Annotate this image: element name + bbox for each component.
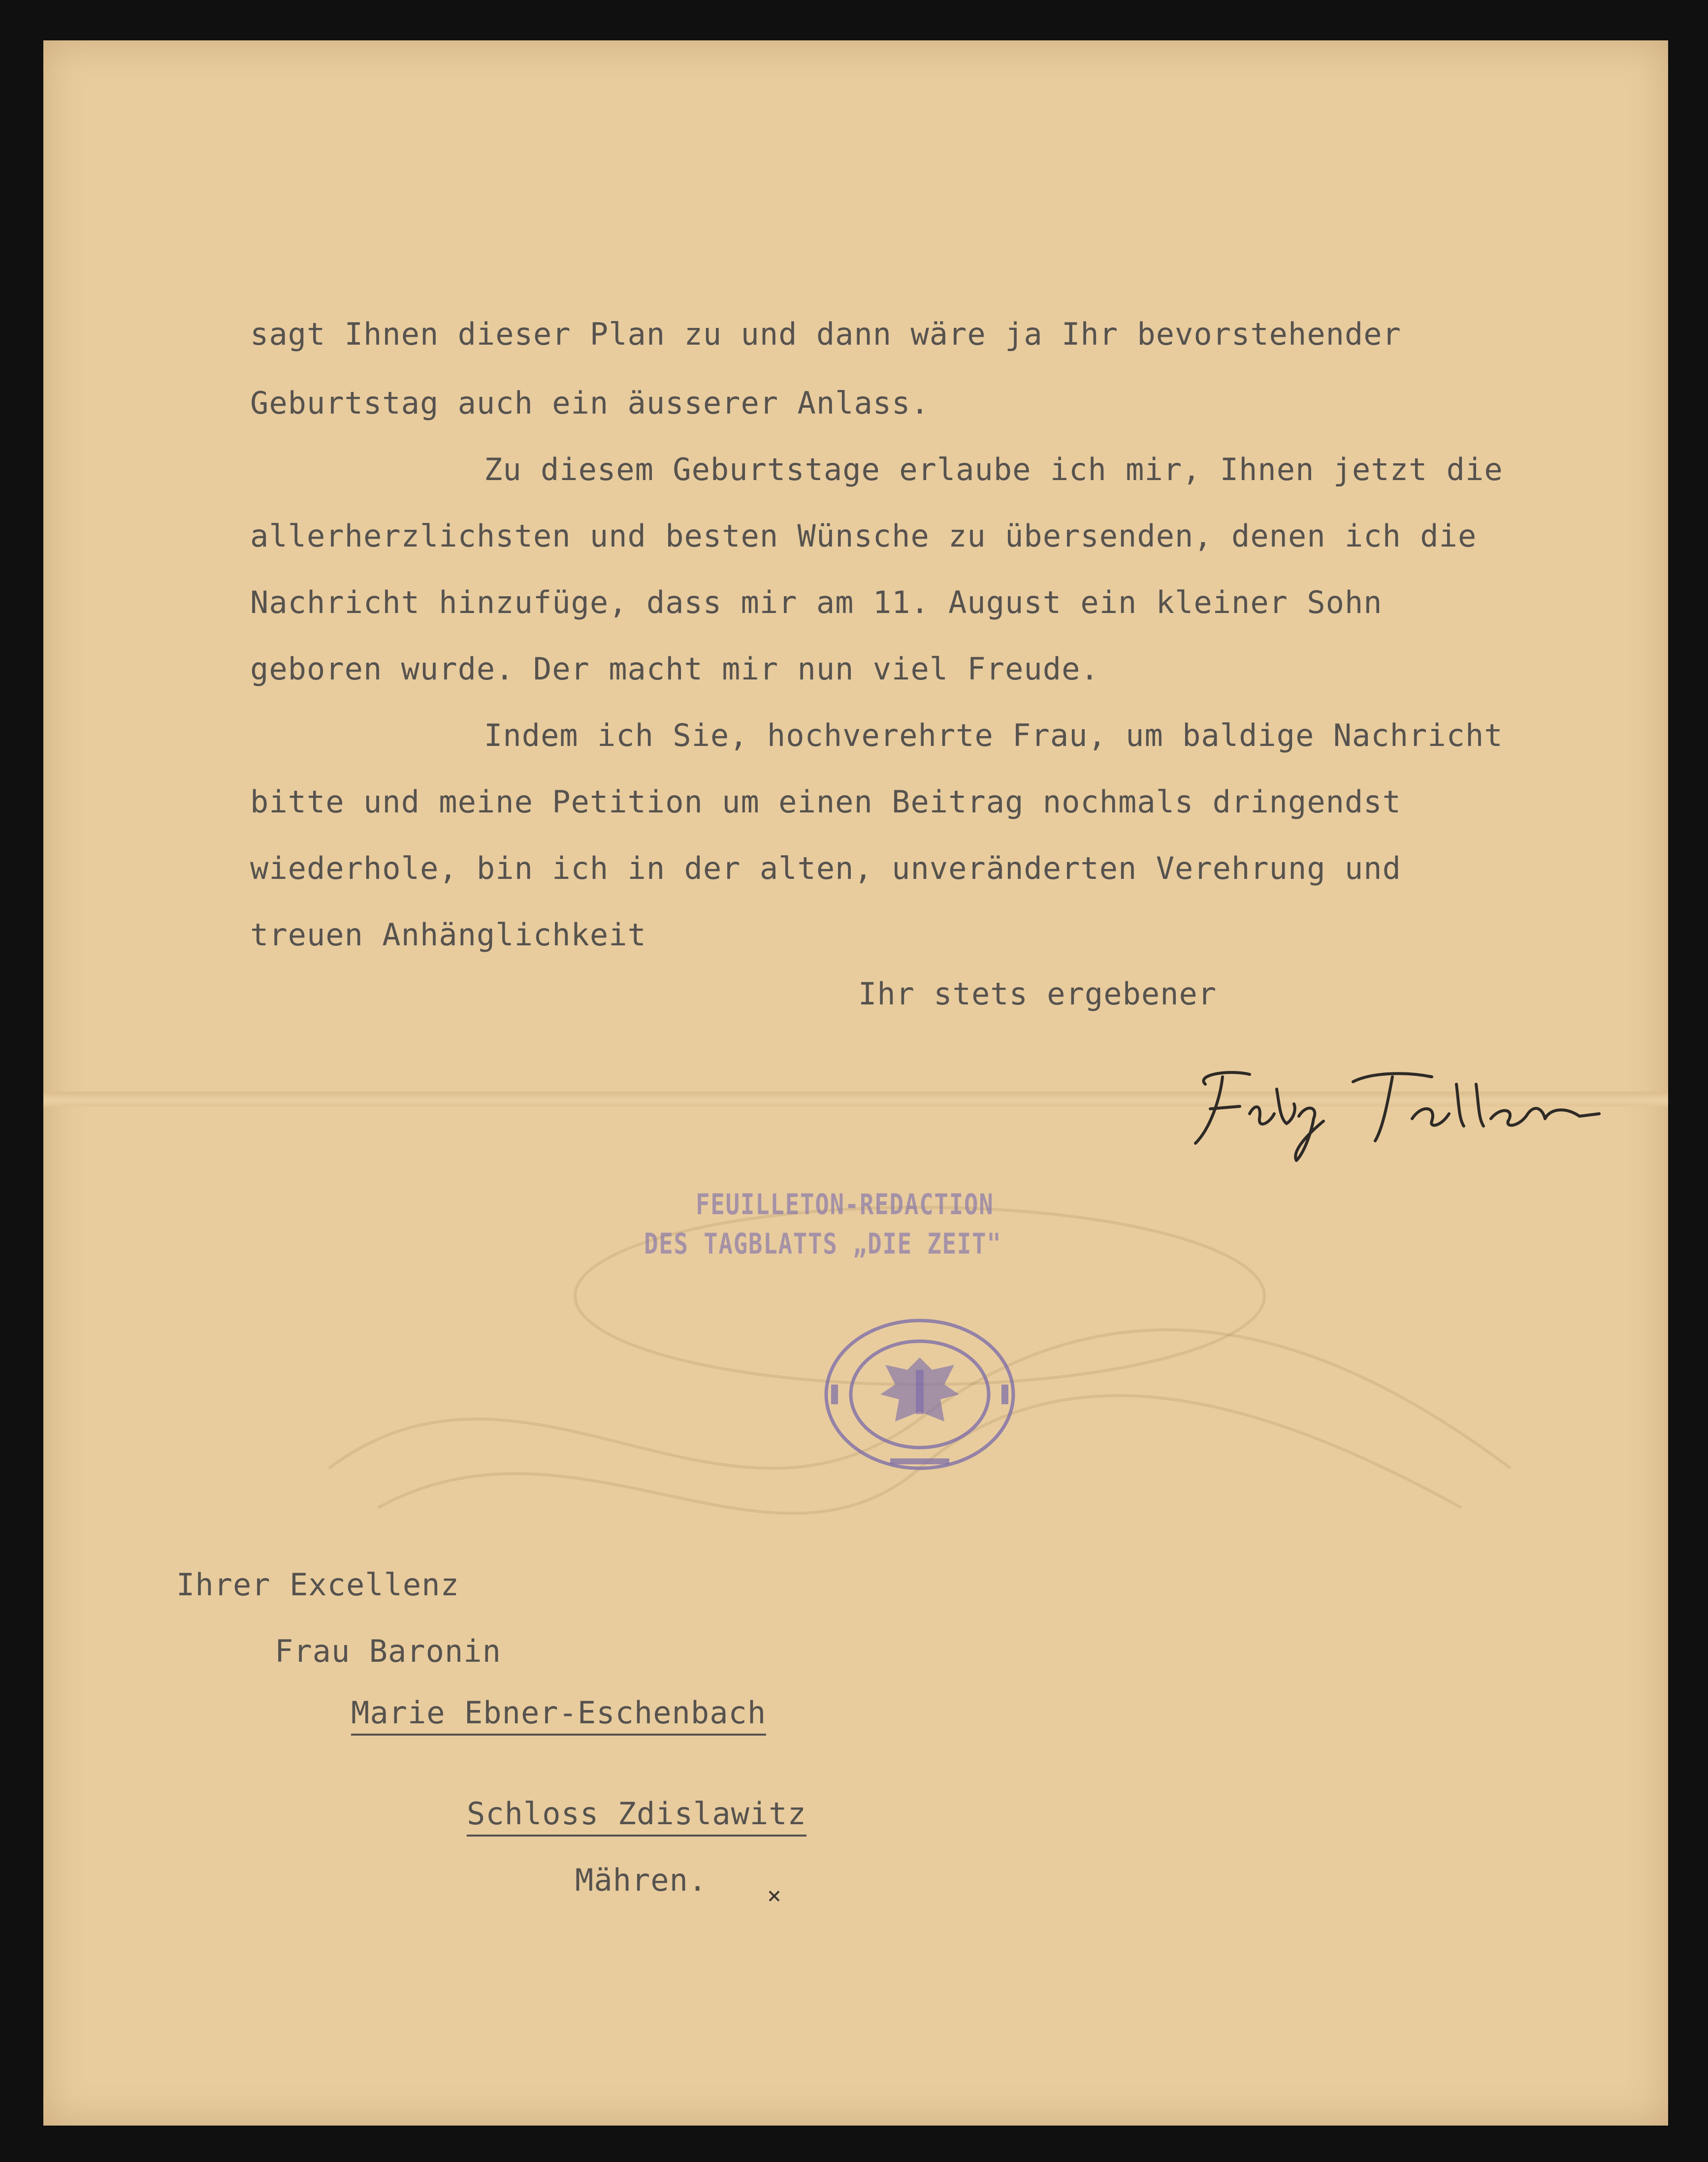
- address-name: Marie Ebner-Eschenbach: [351, 1695, 766, 1736]
- address-place: Schloss Zdislawitz: [467, 1796, 806, 1837]
- body-line-4: allerherzlichsten und besten Wünsche zu übersenden, denen ich die: [250, 518, 1477, 554]
- address-line-2: Frau Baronin: [275, 1633, 501, 1669]
- body-line-2: Geburtstag auch ein äusserer Anlass.: [250, 385, 930, 421]
- closing: Ihr stets ergebener: [858, 976, 1217, 1012]
- pencil-mark: ×: [767, 1882, 782, 1909]
- body-line-6: geboren wurde. Der macht mir nun viel Freude.: [250, 651, 1099, 687]
- address-region: Mähren.: [575, 1862, 708, 1898]
- letter-sheet: [43, 40, 1668, 2126]
- library-seal: [811, 1311, 1028, 1478]
- body-line-8: bitte und meine Petition um einen Beitrag nochmals dringendst: [250, 784, 1401, 820]
- address-line-1: Ihrer Excellenz: [176, 1567, 459, 1603]
- body-line-1: sagt Ihnen dieser Plan zu und dann wäre ja Ihr bevorstehender: [250, 316, 1401, 352]
- stamp-line-1: FEUILLETON-REDACTION: [696, 1188, 994, 1221]
- body-line-9: wiederhole, bin ich in der alten, unveränderten Verehrung und: [250, 850, 1401, 886]
- body-line-10: treuen Anhänglichkeit: [250, 917, 646, 953]
- body-line-3: Zu diesem Geburtstage erlaube ich mir, Ihnen jetzt die: [484, 452, 1503, 487]
- body-line-7: Indem ich Sie, hochverehrte Frau, um baldige Nachricht: [484, 717, 1503, 753]
- handwritten-signature: [1176, 1055, 1609, 1163]
- stamp-line-2: DES TAGBLATTS „DIE ZEIT": [644, 1227, 1002, 1260]
- body-line-5: Nachricht hinzufüge, dass mir am 11. August ein kleiner Sohn: [250, 584, 1383, 620]
